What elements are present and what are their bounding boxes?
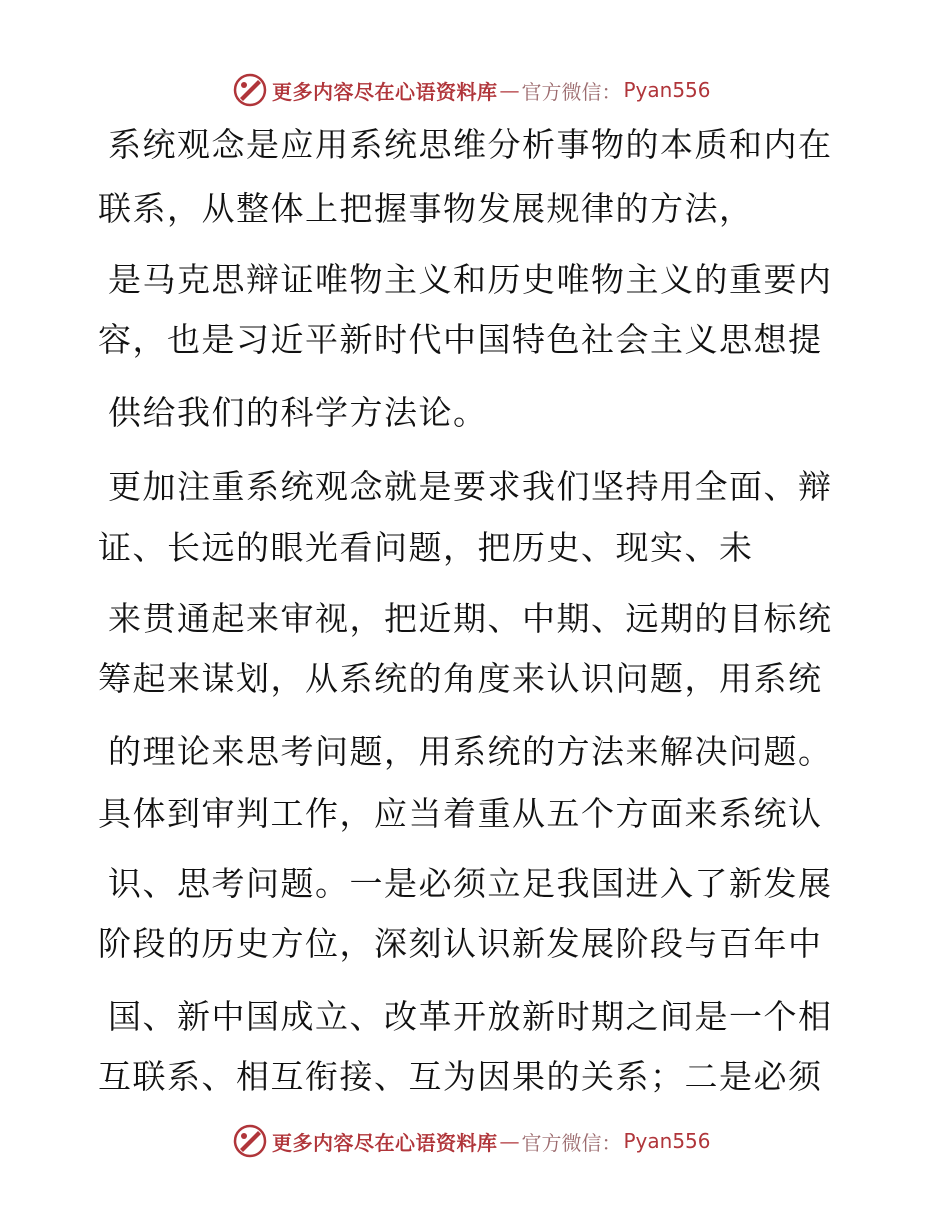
text-line: 识、思考问题。一是必须立足我国进入了新发展	[108, 864, 833, 903]
text-line: 更加注重系统观念就是要求我们坚持用全面、辩	[108, 467, 833, 506]
text-line: 互联系、相互衔接、互为因果的关系；二是必须	[98, 1057, 823, 1096]
text-line: 证、长远的眼光看问题，把历史、现实、未	[98, 528, 754, 567]
header-watermark-banner	[232, 70, 711, 110]
text-line: 筹起来谋划，从系统的角度来认识问题，用系统	[98, 659, 823, 698]
text-line: 容，也是习近平新时代中国特色社会主义思想提	[98, 320, 823, 359]
text-line: 阶段的历史方位，深刻认识新发展阶段与百年中	[98, 924, 823, 963]
text-line: 来贯通起来审视，把近期、中期、远期的目标统	[108, 599, 833, 638]
banner-main-text: 更多内容尽在心语资料库	[272, 79, 498, 104]
banner-dash: —	[499, 78, 520, 102]
footer-watermark-banner	[232, 1121, 711, 1161]
text-line: 具体到审判工作，应当着重从五个方面来系统认	[98, 794, 823, 833]
text-line: 国、新中国成立、改革开放新时期之间是一个相	[108, 997, 833, 1036]
text-line: 的理论来思考问题，用系统的方法来解决问题。	[108, 732, 833, 771]
text-line: 联系，从整体上把握事物发展规律的方法，	[98, 189, 754, 228]
logo-icon	[232, 72, 268, 108]
banner-label: 官方微信：	[521, 79, 622, 104]
banner-wechat-id: Pyan556	[623, 78, 711, 102]
banner-main-text: 更多内容尽在心语资料库	[272, 1130, 498, 1155]
banner-label: 官方微信：	[521, 1130, 622, 1155]
text-line: 供给我们的科学方法论。	[108, 393, 488, 432]
banner-wechat-id: Pyan556	[623, 1129, 711, 1153]
logo-icon	[232, 1123, 268, 1159]
text-line: 系统观念是应用系统思维分析事物的本质和内在	[108, 125, 833, 164]
text-line: 是马克思辩证唯物主义和历史唯物主义的重要内	[108, 260, 833, 299]
banner-dash: —	[499, 1129, 520, 1153]
